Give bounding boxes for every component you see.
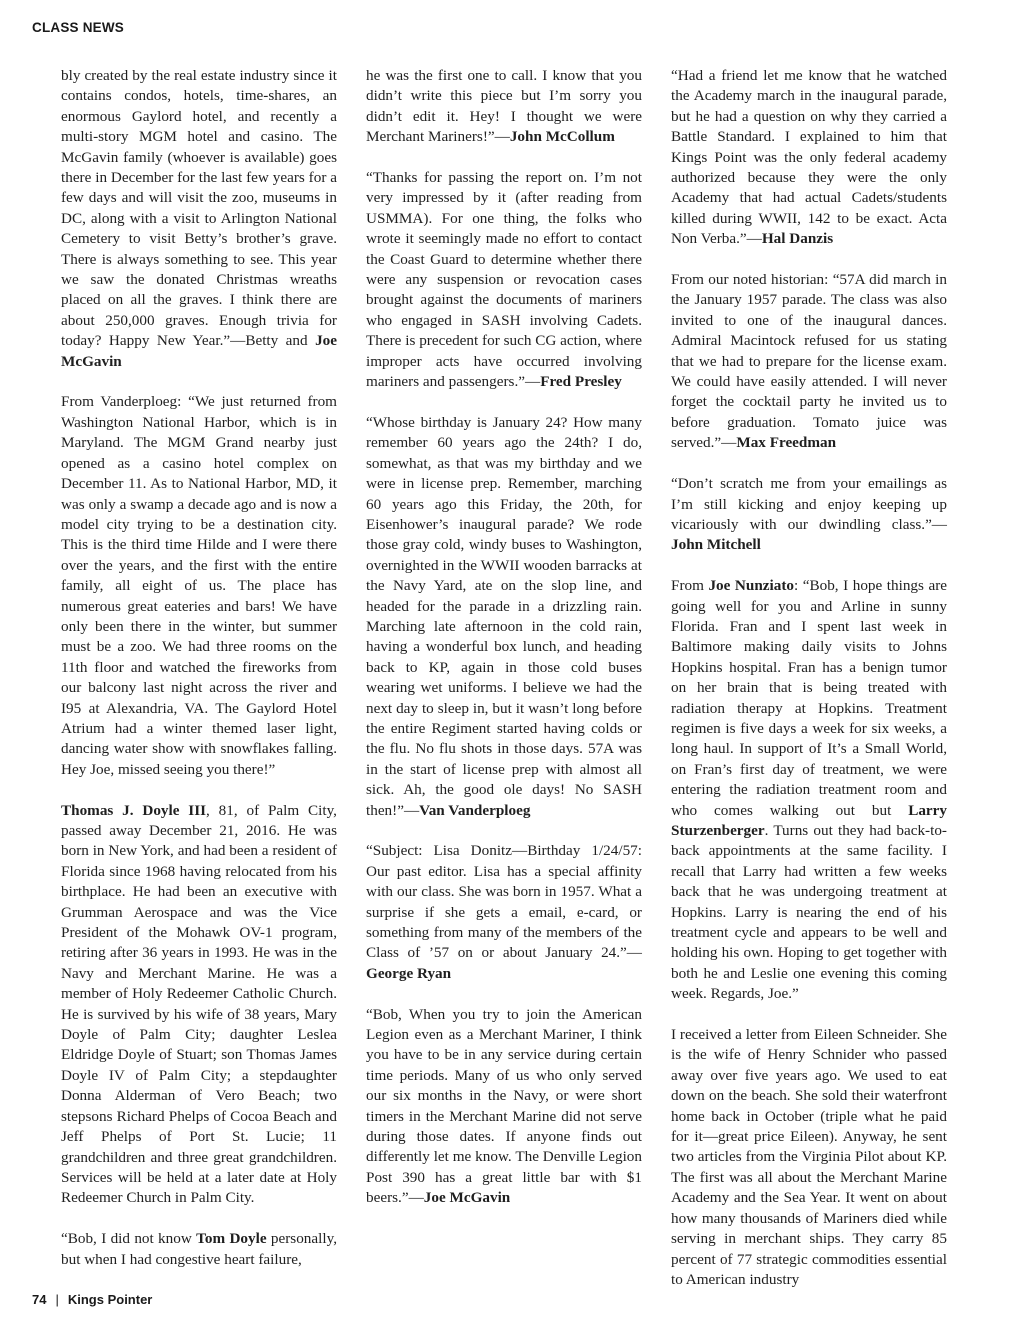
mentioned-name: Tom Doyle: [196, 1230, 267, 1248]
paragraph-danzis-letter: [671, 66, 947, 250]
paragraph-nunziato-letter: [671, 576, 947, 1005]
paragraph-ryan-letter: [366, 841, 642, 984]
paragraph-mccollum-letter-end: [366, 66, 642, 148]
paragraph-text: “Don’t scratch me from your emailings as I’m still kicking and enjoy keeping up vicariously with our dwindling class.”—: [671, 475, 947, 533]
paragraph-text: . Turns out they had back-to-back appointments at the same facility. I recall that Larry had written a few weeks back that he was undergoing treatment at Hopkins. Larry is nearing the end of his treatment cycle and appears to be well and holding his own. Hoping to get together with both he and Leslie one evening this coming week. Regards, Joe.”: [671, 821, 947, 1003]
paragraph-text: “Had a friend let me know that he watched the Academy march in the inaugural parade, but he had a question on why they carried a Battle Standard. I explained to him that Kings Point was the only federal academy authorized because they were the only Academy that had actual Cadets/students killed during WWII, 142 to be exact. Acta Non Verba.”—: [671, 67, 947, 248]
paragraph-text: “Thanks for passing the report on. I’m not very impressed by it (after reading from USMMA). For one thing, the folks who wrote it seemingly made no effort to contact the Coast Guard to determine whether there were any suspension or revocation cases brought against the documents of mariners who engaged in SASH involving Cadets. There is precedent for such CG action, where improper acts have occurred involving mariners and passengers.”—: [366, 169, 642, 391]
column-3: [671, 66, 947, 1290]
section-label: CLASS NEWS: [32, 20, 125, 35]
paragraph-schneider-letter: [671, 1025, 947, 1290]
mentioned-name: Larry Sturzenberger: [671, 801, 947, 839]
paragraph-text: “Subject: Lisa Donitz—Birthday 1/24/57: Our past editor. Lisa has a special affinity with our class. She was born in 1957. What a surprise if she gets a email, e-card, or something from many of the members of the Class of ’57 on or about January 24.”—: [366, 842, 642, 962]
footer-separator: |: [55, 1292, 59, 1307]
author-name: Joe Nunziato: [708, 577, 794, 595]
paragraph-text: bly created by the real estate industry since it contains condos, hotels, time-shares, an enormous Gaylord hotel, and recently a multi-story MGM hotel and casino. The McGavin family (whoever is available) goes there in December for the last few years for a few days and will visit the zoo, museums in DC, along with a visit to Arlington National Cemetery to visit Betty’s brother’s grave. There is always something to see. This year we saw the donated Christmas wreaths placed on all the graves. I think there are about 250,000 graves. Enough trivia for today? Happy New Year.”—Betty and: [61, 67, 337, 350]
paragraph-text: “Whose birthday is January 24? How many remember 60 years ago the 24th? I do, somewhat, as that was my birthday and we were in license prep. Remember, marching 60 years ago this Friday, the 20th, for Eisenhower’s inaugural parade? We rode those gray cold, windy buses to Washington, overnighted in the WWII wooden barracks at the Navy Yard, ate on the slop line, and headed for the parade in a drizzling rain. Marching late afternoon in the cold rain, having a wonderful box lunch, and heading back to KP, again in those cold buses wearing wet uniforms. I believe we had the next day to sleep in, but it wasn’t long before the entire Regiment started having colds or the flu. No flu shots in those days. 57A was in the start of license prep with almost all sick. Ah, the good ole days! No SASH then!”—: [366, 413, 642, 819]
paragraph-vanderploeg-letter: [61, 392, 337, 780]
paragraph-text: From our noted historian: “57A did march in the January 1957 parade. The class was also invited to one of the inaugural dances. Admiral Macintock refused for us stating that we had to prepare for the license exam. We could have easily attended. I will never forget the cocktail party he invited us to before graduation. Tomato juice was served.”—: [671, 271, 947, 452]
author-name: John Mitchell: [671, 536, 761, 554]
author-name: John McCollum: [509, 128, 615, 146]
column-2: [366, 66, 642, 1209]
author-name: Fred Presley: [540, 373, 622, 391]
paragraph-mccollum-letter-start: [61, 1229, 337, 1270]
paragraph-text: From: [671, 577, 709, 595]
author-name: Joe McGavin: [423, 1189, 511, 1207]
paragraph-presley-letter: [366, 168, 642, 392]
author-name: Hal Danzis: [761, 230, 834, 248]
paragraph-text: “Bob, When you try to join the American Legion even as a Merchant Mariner, I think you have to be in any service during certain time periods. Many of us who only served our six months in the Navy, or were short timers in the Merchant Marine did not serve during those dates. If anyone finds out differently let me know. The Denville Legion Post 390 has a great little bar with $1 beers.”—: [366, 1005, 642, 1207]
column-1: [61, 66, 337, 1270]
paragraph-text: From Vanderploeg: “We just returned from Washington National Harbor, which is in Maryland. The MGM Grand nearby just opened as a casino hotel complex on December 11. As to National Harbor, MD, it was only a swamp a decade ago and is now a model city trying to be a destination city. This is the third time Hilde and I were there over the years, and the first with the entire family, all eight of us. The place has numerous great eateries and bars! We have only been there in the winter, but summer must be a zoo. We had three rooms on the 11th floor and watched the fireworks from our balcony last night across the river and I95 at Alexandria, VA. The Gaylord Hotel Atrium had a winter themed laser light, dancing water show with snowflakes falling. Hey Joe, missed seeing you there!”: [61, 393, 337, 778]
paragraph-text: “Bob, I did not know: [61, 1230, 197, 1248]
paragraph-text: personally, but when I had congestive heart failure,: [61, 1230, 337, 1268]
paragraph-mcgavin-legion: [366, 1005, 642, 1209]
paragraph-text: : “Bob, I hope things are going well for you and Arline in sunny Florida. Fran and I spent last week in Baltimore making daily visits to Johns Hopkins hospital. Fran has a benign tumor on her brain that is being treated with radiation therapy at Hopkins. Treatment regimen is five days a week for six weeks, a long haul. In support of It’s a Small World, on Fran’s first day of treatment, we were entering the radiation treatment room and who comes walking out but: [671, 577, 947, 819]
publication-name: Kings Pointer: [67, 1292, 153, 1307]
obituary-name: Thomas J. Doyle III: [61, 801, 207, 819]
paragraph-text: he was the first one to call. I know that you didn’t write this piece but I’m sorry you didn’t edit it. Hey! I thought we were Merchant Mariners!”—: [366, 67, 642, 146]
paragraph-freedman-letter: [671, 270, 947, 454]
author-name: Van Vanderploeg: [419, 801, 531, 819]
paragraph-text: , 81, of Palm City, passed away December 21, 2016. He was born in New York, and had been a resident of Florida since 1968 having relocated from his birthplace. He had been an executive with Grumman Aerospace and was the Vice President of the Mohawk OV-1 program, retiring after 36 years in 1993. He was in the Navy and Merchant Marine. He was a member of Holy Redeemer Catholic Church. He is survived by his wife of 38 years, Mary Doyle of Palm City; daughter Leslea Eldridge Doyle of Stuart; son Thomas James Doyle IV of Palm City; a stepdaughter Donna Alderman of Vero Beach; two stepsons Richard Phelps of Cocoa Beach and Jeff Phelps of Port St. Lucie; 11 grandchildren and three great grandchildren. Services will be held at a later date at Holy Redeemer Church in Palm City.: [61, 801, 337, 1207]
author-name: George Ryan: [366, 964, 452, 982]
page-footer: [32, 1292, 152, 1307]
author-name: Max Freedman: [736, 434, 837, 452]
page-number: 74: [32, 1292, 47, 1307]
paragraph-text: I received a letter from Eileen Schneider. She is the wife of Henry Schnider who passed away over five years ago. We used to eat down on the beach. She sold their waterfront home back in October (triple what he paid for it—great price Eileen). Anyway, he sent two articles from the Virginia Pilot about KP. The first was all about the Merchant Marine Academy and the Sea Year. It went on about how many thousands of Mariners died while serving in merchant ships. They carry 85 percent of 77 strategic commodities essential to American industry: [671, 1026, 947, 1288]
paragraph-vanderploeg-parade: [366, 413, 642, 821]
author-name: Joe McGavin: [61, 332, 337, 370]
paragraph-obituary-doyle: [61, 801, 337, 1209]
paragraph-mcgavin-letter: [61, 66, 337, 372]
paragraph-mitchell-letter: [671, 474, 947, 556]
